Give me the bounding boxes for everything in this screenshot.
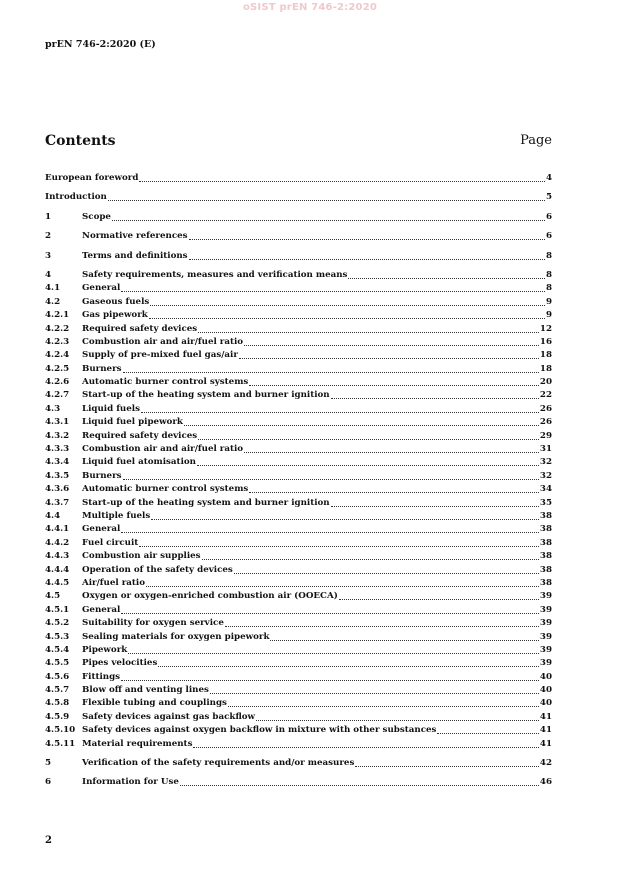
toc-entry-title: Burners	[82, 470, 122, 481]
toc-entry-number: 4.2	[45, 296, 61, 307]
toc-entry-title: Operation of the safety devices	[82, 564, 233, 575]
toc-entry[interactable]	[45, 250, 552, 263]
dot-leader	[112, 211, 545, 221]
toc-entry-title: Start-up of the heating system and burner ignition	[82, 497, 330, 508]
toc-entry[interactable]	[45, 697, 552, 710]
dot-leader	[331, 389, 539, 399]
dot-leader	[151, 510, 539, 520]
toc-entry-number: 4.2.2	[45, 323, 70, 334]
toc-entry-page: 18	[539, 350, 552, 361]
toc-entry-page: 40	[539, 698, 552, 709]
toc-entry-title: Supply of pre-mixed fuel gas/air	[82, 350, 238, 361]
toc-entry-number: 4.5.1	[45, 604, 70, 615]
toc-entry-number: 4.5.8	[45, 698, 70, 709]
toc-entry[interactable]	[45, 550, 552, 563]
toc-entry-title: Normative references	[82, 231, 188, 242]
toc-entry-number: 3	[45, 250, 52, 261]
toc-entry-number: 4.2.7	[45, 390, 70, 401]
toc-entry-page: 8	[545, 283, 552, 294]
toc-entry-title: Information for Use	[82, 777, 179, 788]
toc-entry[interactable]	[45, 430, 552, 443]
toc-entry[interactable]	[45, 230, 552, 243]
toc-entry-title: Fittings	[82, 671, 121, 682]
watermark: oSIST prEN 746-2:2020	[242, 2, 378, 13]
toc-entry[interactable]	[45, 671, 552, 684]
toc-entry[interactable]	[45, 483, 552, 496]
toc-entry-number: 4.5.5	[45, 658, 70, 669]
dot-leader	[123, 470, 539, 480]
dot-leader	[149, 309, 545, 319]
toc-entry-title: European foreword	[45, 173, 139, 183]
toc-entry-page: 20	[539, 377, 552, 388]
toc-entry-page: 42	[539, 758, 552, 769]
toc-entry-page: 39	[539, 591, 552, 602]
toc-entry-page: 34	[539, 484, 552, 495]
toc-entry-title: Fuel circuit	[82, 537, 139, 548]
dot-leader	[239, 349, 539, 359]
toc-entry-page: 31	[539, 444, 552, 455]
toc-entry-title: Scope	[82, 211, 111, 222]
toc-entry[interactable]	[45, 604, 552, 617]
dot-leader	[244, 336, 539, 346]
dot-leader	[198, 323, 539, 333]
toc-entry-page: 18	[539, 363, 552, 374]
toc-entry-number: 4.5.4	[45, 644, 70, 655]
toc-entry-number: 4.2.1	[45, 310, 70, 321]
toc-entry[interactable]	[45, 617, 552, 630]
page-number: 2	[45, 835, 52, 846]
toc-entry-page: 9	[545, 310, 552, 321]
toc-entry-title: Terms and definitions	[82, 250, 188, 261]
toc-entry-number: 4.5.6	[45, 671, 70, 682]
dot-leader	[121, 523, 539, 533]
dot-leader	[228, 697, 539, 707]
dot-leader	[158, 657, 539, 667]
toc-entry-title: Safety devices against gas backflow	[82, 711, 256, 722]
toc-entry-number: 4.3.6	[45, 484, 70, 495]
toc-entry-number: 4.5.9	[45, 711, 70, 722]
dot-leader	[437, 724, 539, 734]
toc-entry-title: Pipes velocities	[82, 658, 158, 669]
dot-leader	[146, 577, 539, 587]
toc-entry-number: 4.5.11	[45, 738, 76, 749]
toc-entry-number: 1	[45, 211, 52, 222]
toc-entry-title: Introduction	[45, 192, 107, 203]
toc-entry-title: Verification of the safety requirements and/or measures	[82, 758, 355, 769]
dot-leader	[197, 456, 539, 466]
dot-leader	[128, 644, 539, 654]
toc-entry-number: 4.3	[45, 403, 61, 414]
dot-leader	[210, 684, 539, 694]
toc-entry[interactable]	[45, 282, 552, 295]
dot-leader	[108, 191, 545, 201]
toc-entry-page: 38	[539, 510, 552, 521]
toc-entry-page: 38	[539, 551, 552, 562]
toc-entry-title: Blow off and venting lines	[82, 685, 209, 696]
dot-leader	[139, 172, 545, 182]
toc-entry-page: 32	[539, 457, 552, 468]
toc-entry-page: 38	[539, 537, 552, 548]
toc-entry[interactable]	[45, 564, 552, 577]
toc-entry-page: 16	[539, 336, 552, 347]
toc-entry-page: 6	[545, 231, 552, 242]
toc-entry-title: Gaseous fuels	[82, 296, 150, 307]
toc-entry-page: 40	[539, 671, 552, 682]
toc-entry[interactable]	[45, 537, 552, 550]
toc-entry-page: 12	[539, 323, 552, 334]
toc-entry-title: Combustion air supplies	[82, 551, 201, 562]
dot-leader	[348, 269, 545, 279]
toc-entry[interactable]	[45, 349, 552, 362]
toc-entry-title: General	[82, 604, 121, 615]
toc-entry-page: 8	[545, 269, 552, 280]
toc-entry[interactable]	[45, 191, 552, 204]
dot-leader	[189, 250, 545, 260]
dot-leader	[121, 282, 545, 292]
toc-entry-page: 39	[539, 644, 552, 655]
toc-entry-title: Oxygen or oxygen-enriched combustion air (OOECA)	[82, 591, 338, 602]
toc-entry[interactable]	[45, 657, 552, 670]
toc-entry-page: 26	[539, 417, 552, 428]
toc-entry-page: 41	[539, 738, 552, 749]
toc-entry-number: 4.4.5	[45, 577, 70, 588]
toc-entry-number: 4.4.3	[45, 551, 70, 562]
toc-entry-page: 32	[539, 470, 552, 481]
toc-entry-page: 5	[545, 192, 552, 203]
dot-leader	[244, 443, 539, 453]
toc-entry-page: 38	[539, 577, 552, 588]
toc-entry-page: 40	[539, 685, 552, 696]
toc-entry-page: 38	[539, 524, 552, 535]
toc-entry-title: Combustion air and air/fuel ratio	[82, 444, 244, 455]
dot-leader	[123, 363, 539, 373]
dot-leader	[198, 430, 539, 440]
toc-entry-number: 4	[45, 269, 52, 280]
toc-entry[interactable]	[45, 416, 552, 429]
dot-leader	[249, 483, 539, 493]
dot-leader	[234, 564, 539, 574]
toc-entry[interactable]	[45, 711, 552, 724]
document-id: prEN 746-2:2020 (E)	[45, 39, 156, 50]
dot-leader	[339, 590, 539, 600]
toc-entry-page: 46	[539, 777, 552, 788]
dot-leader	[225, 617, 539, 627]
toc-entry-number: 4.2.5	[45, 363, 70, 374]
toc-entry[interactable]	[45, 738, 552, 751]
dot-leader	[355, 757, 539, 767]
toc-entry-number: 5	[45, 758, 52, 769]
toc-entry-number: 4.5.3	[45, 631, 70, 642]
dot-leader	[121, 671, 539, 681]
toc-entry-title: Air/fuel ratio	[82, 577, 146, 588]
toc-entry-page: 26	[539, 403, 552, 414]
toc-entry-page: 39	[539, 631, 552, 642]
toc-entry[interactable]	[45, 269, 552, 282]
toc-entry-title: Liquid fuel atomisation	[82, 457, 196, 468]
toc-entry[interactable]	[45, 309, 552, 322]
toc-entry-title: Start-up of the heating system and burner ignition	[82, 390, 330, 401]
toc-entry-title: General	[82, 524, 121, 535]
toc-entry-page: 6	[545, 211, 552, 222]
dot-leader	[202, 550, 539, 560]
dot-leader	[193, 738, 538, 748]
toc-entry-number: 4.2.4	[45, 350, 70, 361]
toc-entry-number: 4.2.6	[45, 377, 70, 388]
contents-title: Contents	[45, 133, 116, 149]
toc-entry-title: General	[82, 283, 121, 294]
dot-leader	[184, 416, 539, 426]
toc-entry[interactable]	[45, 363, 552, 376]
toc-entry-page: 9	[545, 296, 552, 307]
toc-entry[interactable]	[45, 172, 552, 185]
toc-entry-number: 4.5.10	[45, 725, 76, 736]
dot-leader	[121, 604, 539, 614]
toc-entry-title: Flexible tubing and couplings	[82, 698, 227, 709]
toc-entry-number: 4.2.3	[45, 336, 70, 347]
toc-entry[interactable]	[45, 523, 552, 536]
toc-entry-number: 4.4	[45, 510, 61, 521]
dot-leader	[139, 537, 539, 547]
toc-entry[interactable]	[45, 577, 552, 590]
toc-entry-page: 41	[539, 725, 552, 736]
toc-entry-title: Sealing materials for oxygen pipework	[82, 631, 270, 642]
page-column-heading: Page	[520, 133, 552, 148]
toc-entry-title: Multiple fuels	[82, 510, 151, 521]
toc-entry-page: 8	[545, 250, 552, 261]
dot-leader	[249, 376, 539, 386]
toc-entry[interactable]	[45, 323, 552, 336]
toc-entry[interactable]	[45, 590, 552, 603]
toc-entry-number: 4.3.1	[45, 417, 70, 428]
toc-entry-page: 39	[539, 658, 552, 669]
toc-entry-page: 35	[539, 497, 552, 508]
toc-entry[interactable]	[45, 644, 552, 657]
toc-entry-title: Liquid fuel pipework	[82, 417, 183, 428]
toc-entry-title: Pipework	[82, 644, 128, 655]
toc-entry-number: 4.4.2	[45, 537, 70, 548]
toc-entry-page: 38	[539, 564, 552, 575]
toc-entry-title: Combustion air and air/fuel ratio	[82, 336, 244, 347]
dot-leader	[189, 230, 545, 240]
toc-entry-title: Required safety devices	[82, 430, 198, 441]
toc-entry-title: Liquid fuels	[82, 403, 140, 414]
toc-entry-title: Material requirements	[82, 738, 193, 749]
toc-entry-title: Gas pipework	[82, 310, 148, 321]
toc-entry[interactable]	[45, 510, 552, 523]
table-of-contents	[45, 172, 552, 790]
toc-entry-number: 4.3.5	[45, 470, 70, 481]
toc-entry[interactable]	[45, 470, 552, 483]
toc-entry[interactable]	[45, 336, 552, 349]
dot-leader	[331, 497, 539, 507]
toc-entry[interactable]	[45, 443, 552, 456]
toc-entry-title: Automatic burner control systems	[82, 484, 249, 495]
toc-entry[interactable]	[45, 403, 552, 416]
toc-entry-page: 39	[539, 604, 552, 615]
dot-leader	[270, 631, 538, 641]
toc-entry[interactable]	[45, 376, 552, 389]
toc-entry[interactable]	[45, 776, 552, 789]
toc-entry[interactable]	[45, 757, 552, 770]
toc-entry[interactable]	[45, 211, 552, 224]
toc-entry[interactable]	[45, 296, 552, 309]
toc-entry-number: 2	[45, 231, 52, 242]
dot-leader	[150, 296, 545, 306]
toc-entry-title: Safety devices against oxygen backflow in mixture with other substances	[82, 725, 437, 736]
toc-entry-number: 4.5	[45, 591, 61, 602]
dot-leader	[180, 776, 539, 786]
toc-entry-number: 4.4.4	[45, 564, 70, 575]
toc-entry-title: Automatic burner control systems	[82, 377, 249, 388]
toc-entry[interactable]	[45, 684, 552, 697]
toc-entry-number: 4.3.2	[45, 430, 70, 441]
toc-entry-number: 4.4.1	[45, 524, 70, 535]
toc-entry[interactable]	[45, 389, 552, 402]
toc-entry[interactable]	[45, 631, 552, 644]
toc-entry[interactable]	[45, 724, 552, 737]
toc-entry-title: Safety requirements, measures and verification means	[82, 269, 348, 280]
toc-entry[interactable]	[45, 456, 552, 469]
toc-entry-title: Required safety devices	[82, 323, 198, 334]
toc-entry-page: 29	[539, 430, 552, 441]
toc-entry-number: 4.3.4	[45, 457, 70, 468]
toc-entry-page: 41	[539, 711, 552, 722]
dot-leader	[141, 403, 539, 413]
toc-entry[interactable]	[45, 497, 552, 510]
dot-leader	[256, 711, 539, 721]
toc-entry-number: 4.1	[45, 283, 61, 294]
toc-entry-page: 39	[539, 618, 552, 629]
toc-entry-title: Suitability for oxygen service	[82, 618, 224, 629]
toc-entry-number: 4.3.7	[45, 497, 70, 508]
toc-entry-number: 6	[45, 777, 52, 788]
toc-entry-number: 4.5.2	[45, 618, 70, 629]
toc-entry-number: 4.5.7	[45, 685, 70, 696]
toc-entry-page: 22	[539, 390, 552, 401]
toc-entry-title: Burners	[82, 363, 122, 374]
toc-entry-number: 4.3.3	[45, 444, 70, 455]
toc-entry-page: 4	[545, 173, 552, 183]
